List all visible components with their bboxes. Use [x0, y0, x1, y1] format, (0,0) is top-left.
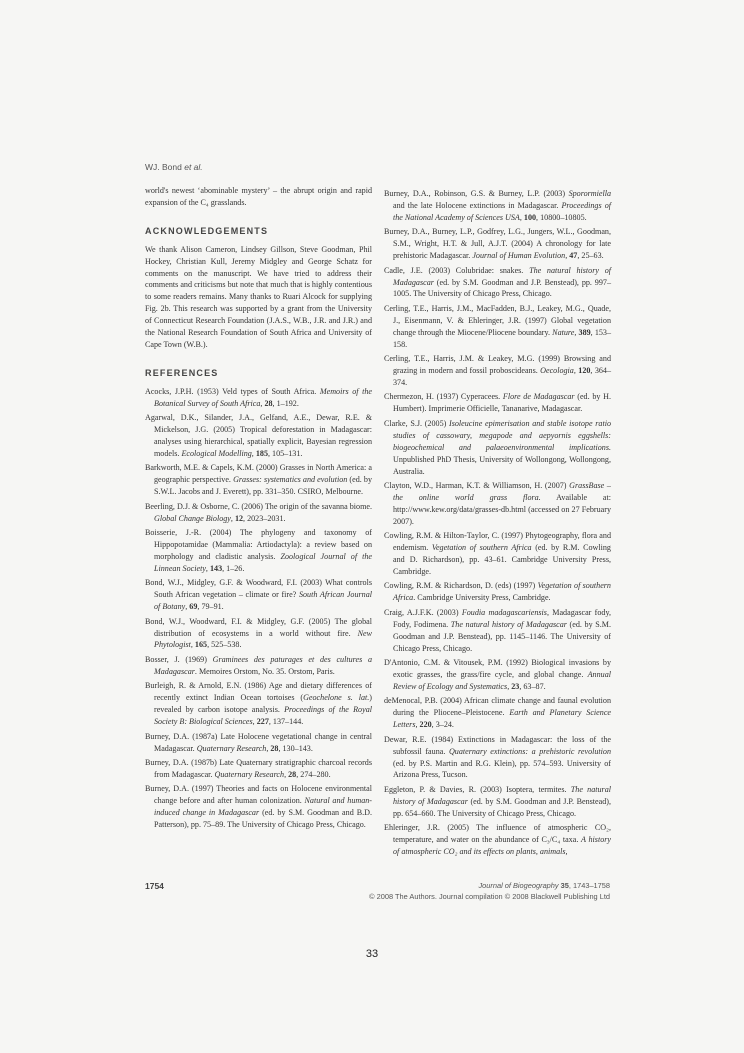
reference-title-italic: GrassBase – the online world grass flora. [393, 481, 611, 502]
reference-text: D'Antonio, C.M. & Vitousek, P.M. (1992) Biological invasions by exotic grasses, the grass/fire cycle, and global change. [384, 658, 611, 679]
reference-title-italic: Zoological Journal of the Linnean Society [154, 551, 372, 573]
reference-title-italic: Earth and Planetary Science Letters [393, 708, 612, 730]
reference-text: Burney, D.A. (1987b) Late Quaternary stratigraphic charcoal records from Madagascar. [145, 758, 372, 779]
reference-entry [145, 527, 372, 575]
reference-title-italic: Grasses: systematics and evolution [233, 475, 348, 485]
reference-text: , [190, 640, 195, 650]
reference-text: Ehleringer, J.R. (2005) The influence of atmospheric CO₂, temperature, and water on the abundance of C₃/C₄ taxa. [384, 823, 611, 845]
reference-text: (ed. by S.M. Goodman and J.P. Benstead), pp. 654–660. The University of Chicago Press, Chicago. [393, 796, 611, 818]
reference-entry [384, 353, 611, 389]
scan-page-number: 33 [365, 948, 379, 960]
reference-entry [145, 616, 372, 652]
reference-title-italic: Vegetation of southern Africa [431, 543, 532, 553]
reference-title-italic: Graminees des paturages et des cultures a Madagascar [154, 654, 372, 676]
reference-title-italic: Memoirs of the Botanical Survey of South Africa [154, 386, 372, 408]
footer-volume: 35 [560, 881, 569, 890]
reference-entry [145, 757, 372, 781]
reference-text: , 3–24. [431, 720, 454, 730]
reference-volume: 220 [419, 720, 432, 730]
reference-text: Boisserie, J.-R. (2004) The phylogeny and taxonomy of Hippopotamidae (Mammalia: Artiodactyla): a review based on morphology and cladistic analysis. [145, 528, 372, 561]
reference-text: , [251, 448, 256, 458]
reference-title-italic: Isoleucine epimerisation and stable isotope ratio studies of cassowary, megapode and aepyornis eggshells: biogeochemical and palaeoenvironmental implications. [393, 418, 611, 452]
reference-text: , [284, 769, 289, 779]
reference-text: , 25–63. [577, 251, 604, 261]
reference-volume: 23 [511, 681, 520, 691]
reference-title-italic: The natural history of Madagascar [450, 619, 567, 629]
reference-title-italic: Sporormiella [568, 189, 611, 198]
reference-entry [384, 265, 611, 301]
reference-text: Clarke, S.J. (2005) [384, 418, 450, 428]
reference-text: (ed. by P.S. Martin and R.G. Klein), pp. 574–593. University of Arizona Press, Tucson. [393, 758, 611, 780]
reference-text: , 364–374. [393, 366, 611, 387]
reference-text: , 130–143. [278, 743, 313, 753]
reference-volume: 120 [578, 366, 591, 376]
references-heading: REFERENCES [145, 367, 219, 378]
reference-entry [384, 822, 611, 858]
reference-text: Agarwal, D.K., Silander, J.A., Gelfand, A.E., Dewar, R.E. & Mickelson, J.G. (2005) Tropical deforestation in Madagascar: analyses using hierarchical, spatially explicit, Bayesian regression models. [145, 413, 372, 458]
reference-text: Bond, W.J., Midgley, G.F. & Woodward, F.I. (2003) What controls South African vegetation – climate or fire? [145, 578, 372, 600]
footer-pages: , 1743–1758 [568, 881, 610, 890]
reference-text: Burney, D.A. (1997) Theories and facts on Holocene environmental change before and after human colonization. [145, 784, 372, 806]
reference-text: , [507, 681, 512, 691]
reference-text: , 105–131. [267, 448, 303, 458]
footer-copyright: © 2008 The Authors. Journal compilation © 2008 Blackwell Publishing Ltd [369, 891, 610, 901]
reference-text: , [185, 602, 190, 612]
reference-text: , 1–26. [222, 563, 245, 573]
acknowledgements-text: We thank Alison Cameron, Lindsey Gillson, Steve Goodman, Phil Hockey, Christian Kull, Jeremy Midgley and George Schatz for comments on the manuscript. We have tried to address their comments and criticisms but note that much that is highly contentious to some readers remains. Many thanks to Ruari Alcock for supplying Fig. 2b. This research was supported by a grant from the University of Connecticut Research Foundation (J.A.S., W.B., J.R. and J.R.) and the National Research Foundation of South Africa and University of Cape Town (W.B.). [145, 244, 372, 349]
reference-text: , [266, 743, 271, 753]
reference-text: Burney, D.A. (1987a) Late Holocene vegetational change in central Madagascar. [145, 731, 372, 753]
reference-entry [384, 784, 611, 820]
footer-citation [369, 881, 610, 902]
reference-entry [145, 577, 372, 613]
footer-journal: Journal of Biogeography [478, 881, 559, 890]
reference-text: , [565, 251, 570, 261]
running-head-author: WJ. Bond [145, 162, 182, 172]
reference-entry [145, 501, 372, 525]
reference-entry [145, 654, 372, 678]
reference-entry [384, 734, 611, 782]
reference-text: , 1–192. [272, 398, 299, 408]
reference-text: , [519, 212, 524, 222]
reference-text: Burney, D.A., Burney, L.P., Godfrey, L.G., Jungers, W.L., Goodman, S.M., Wright, H.T. & Jull, A.J.T. (2004) A chronology for late prehistoric Madagascar. [384, 227, 611, 261]
reference-text: , [252, 717, 257, 727]
reference-title-italic: The natural history of Madagascar [393, 784, 611, 806]
reference-text: (ed. by R.M. Cowling and D. Richardson), pp. 43–61. Cambridge University Press, Cambridge. [393, 543, 611, 576]
reference-volume: 28 [288, 769, 297, 779]
reference-volume: 69 [189, 602, 198, 612]
reference-text: (ed. by S.W.L. Jacobs and J. Everett), pp. 331–350. CSIRO, Melbourne. [154, 475, 372, 497]
reference-title-italic: Proceedings of the National Academy of Sciences USA [393, 200, 612, 222]
reference-text: , [415, 720, 420, 730]
reference-text: Cerling, T.E., Harris, J.M., MacFadden, B.J., Leakey, M.G., Quade, J., Eisenmann, V. & Ehleringer, J.R. (1997) Global vegetation change through the Miocene/Pliocene boundary. [384, 303, 611, 337]
reference-text: , [573, 366, 579, 376]
reference-entry [145, 783, 372, 831]
reference-text: Bosser, J. (1969) [145, 654, 213, 664]
reference-title-italic: Nature [552, 327, 575, 337]
reference-list-right [384, 188, 611, 858]
reference-text: , 10800–10805. [536, 212, 587, 222]
reference-text: , 525–538. [207, 640, 242, 650]
reference-entry [145, 680, 372, 728]
reference-text: (ed. by S.M. Goodman and J.P. Benstead), pp. 997–1005. The University of Chicago Press, Chicago. [393, 277, 611, 299]
reference-entry [384, 226, 611, 262]
reference-text: , 153–158. [393, 327, 612, 349]
reference-title-italic: South African Journal of Botany [154, 590, 373, 612]
reference-text: (ed. by H. Humbert). Imprimerie Officielle, Tananarive, Madagascar. [393, 392, 611, 414]
reference-text: Cowling, R.M. & Richardson, D. (eds) (1997) [384, 581, 538, 591]
reference-title-italic: Quaternary extinctions: a prehistoric revolution [448, 746, 611, 756]
acknowledgements-heading: ACKNOWLEDGEMENTS [145, 225, 269, 236]
reference-title-italic: Global Change Biology [154, 513, 231, 523]
reference-entry [384, 657, 611, 693]
reference-entry [145, 731, 372, 755]
running-head [145, 162, 203, 172]
reference-text: , 63–87. [519, 681, 546, 691]
reference-text: , 2023–2031. [243, 513, 286, 523]
reference-text: Cadle, J.E. (2003) Colubridae: snakes. [384, 265, 530, 275]
reference-volume: 185 [255, 448, 268, 458]
reference-entry [384, 607, 611, 655]
reference-text: ) revealed by carbon isotope analysis. [154, 693, 372, 715]
intro-paragraph: world's newest ‘abominable mystery’ – the abrupt origin and rapid expansion of the C₄ grasslands. [145, 186, 372, 207]
running-head-etal: et al. [184, 162, 203, 172]
reference-volume: 47 [569, 251, 578, 261]
reference-text: deMenocal, P.B. (2004) African climate change and faunal evolution during the Pliocene–Pleistocene. [384, 696, 611, 718]
reference-title-italic: New Phytologist [154, 628, 372, 650]
left-column [145, 185, 372, 834]
reference-text: Eggleton, P. & Davies, R. (2003) Isoptera, termites. [384, 784, 571, 794]
reference-text: , Madagascar fody, Fody, Fodimena. [393, 607, 611, 629]
reference-title-italic: Flore de Madagascar [502, 392, 575, 402]
reference-title-italic: Proceedings of the Royal Society B: Biological Sciences [154, 705, 372, 727]
reference-text: , [574, 327, 579, 337]
reference-title-italic: Quaternary Research [196, 743, 267, 753]
reference-text: Burleigh, R. & Arnold, E.N. (1986) Age and dietary differences of recently extinct Indian Ocean tortoises ( [145, 681, 372, 703]
reference-entry [145, 462, 372, 498]
reference-volume: 227 [256, 717, 269, 727]
reference-text: . Cambridge University Press, Cambridge. [413, 593, 551, 603]
reference-text: Bond, W.J., Woodward, F.I. & Midgley, G.F. (2005) The global distribution of ecosystems in a world without fire. [145, 616, 372, 638]
reference-text: , 79–91. [197, 602, 224, 612]
reference-text: Cerling, T.E., Harris, J.M. & Leakey, M.G. (1999) Browsing and grazing in modern and fossil proboscideans. [384, 354, 611, 376]
reference-volume: 143 [209, 563, 223, 573]
reference-text: , 137–144. [268, 717, 304, 727]
reference-text: Available at: http://www.kew.org/data/grasses-db.html (accessed on 27 February 2007). [393, 492, 611, 526]
reference-text: . Memoires Orstom, No. 35. Orstom, Paris. [194, 666, 335, 676]
reference-title-italic: A history of atmospheric CO₂ and its effects on plants, animals, [393, 835, 611, 857]
reference-text: Craig, A.J.F.K. (2003) [384, 607, 462, 617]
reference-volume: 165 [194, 640, 208, 650]
reference-entry [384, 695, 611, 731]
reference-title-italic: Vegetation of southern Africa [393, 581, 611, 603]
reference-text: , [260, 398, 265, 408]
reference-entry [145, 386, 372, 410]
reference-text: (ed. by S.M. Goodman and B.D. Patterson), pp. 75–89. The University of Chicago Press, Chicago. [154, 808, 372, 830]
reference-text: and the late Holocene extinctions in Madagascar. [393, 200, 562, 210]
reference-title-italic: Natural and human-induced change in Madagascar [154, 796, 373, 818]
reference-entry [384, 480, 611, 528]
reference-entry [384, 303, 611, 351]
reference-text: Chermezon, H. (1937) Cyperacees. [384, 392, 503, 402]
reference-entry [145, 412, 372, 460]
right-column [384, 188, 611, 861]
footer-page-number: 1754 [145, 881, 164, 891]
reference-text: , [230, 513, 235, 523]
reference-title-italic: Quaternary Research [214, 769, 285, 779]
reference-text: Cowling, R.M. & Hilton-Taylor, C. (1997) Phytogeography, flora and endemism. [384, 531, 611, 553]
reference-text: Dewar, R.E. (1984) Extinctions in Madagascar: the loss of the subfossil fauna. [384, 734, 611, 756]
reference-text: , 274–280. [296, 769, 331, 779]
reference-title-italic: Annual Review of Ecology and Systematics [393, 669, 611, 691]
reference-volume: 389 [578, 327, 591, 337]
reference-title-italic: Ecological Modelling [181, 448, 252, 458]
reference-text: (ed. by S.M. Goodman and J.P. Benstead), pp. 1145–1146. The University of Chicago Press, Chicago. [393, 619, 611, 653]
reference-volume: 100 [523, 212, 537, 222]
reference-volume: 12 [234, 513, 244, 523]
reference-volume: 28 [264, 398, 273, 408]
reference-entry [384, 530, 611, 578]
reference-entry [384, 188, 611, 224]
reference-title-italic: Oecologia [540, 366, 574, 376]
reference-list-left [145, 386, 372, 831]
reference-entry [384, 418, 611, 478]
reference-text: Unpublished PhD Thesis, University of Wollongong, Wollongong, Australia. [393, 454, 611, 476]
reference-entry [384, 580, 611, 604]
reference-title-italic: Foudia madagascariensis [461, 607, 547, 617]
reference-text: Acocks, J.P.H. (1953) Veld types of South Africa. [145, 386, 320, 396]
reference-text: Clayton, W.D., Harman, K.T. & Williamson, H. (2007) [384, 481, 570, 490]
reference-text: Burney, D.A., Robinson, G.S. & Burney, L.P. (2003) [384, 189, 569, 198]
reference-title-italic: The natural history of Madagascar [393, 265, 611, 287]
reference-volume: 28 [270, 743, 279, 753]
reference-text: , [205, 563, 210, 573]
reference-title-italic: Geochelone s. lat. [303, 693, 370, 703]
reference-entry [384, 391, 611, 415]
reference-text: Beerling, D.J. & Osborne, C. (2006) The origin of the savanna biome. [145, 501, 372, 511]
reference-text: Barkworth, M.E. & Capels, K.M. (2000) Grasses in North America: a geographic perspective. [145, 463, 372, 485]
reference-title-italic: Journal of Human Evolution [472, 251, 566, 261]
